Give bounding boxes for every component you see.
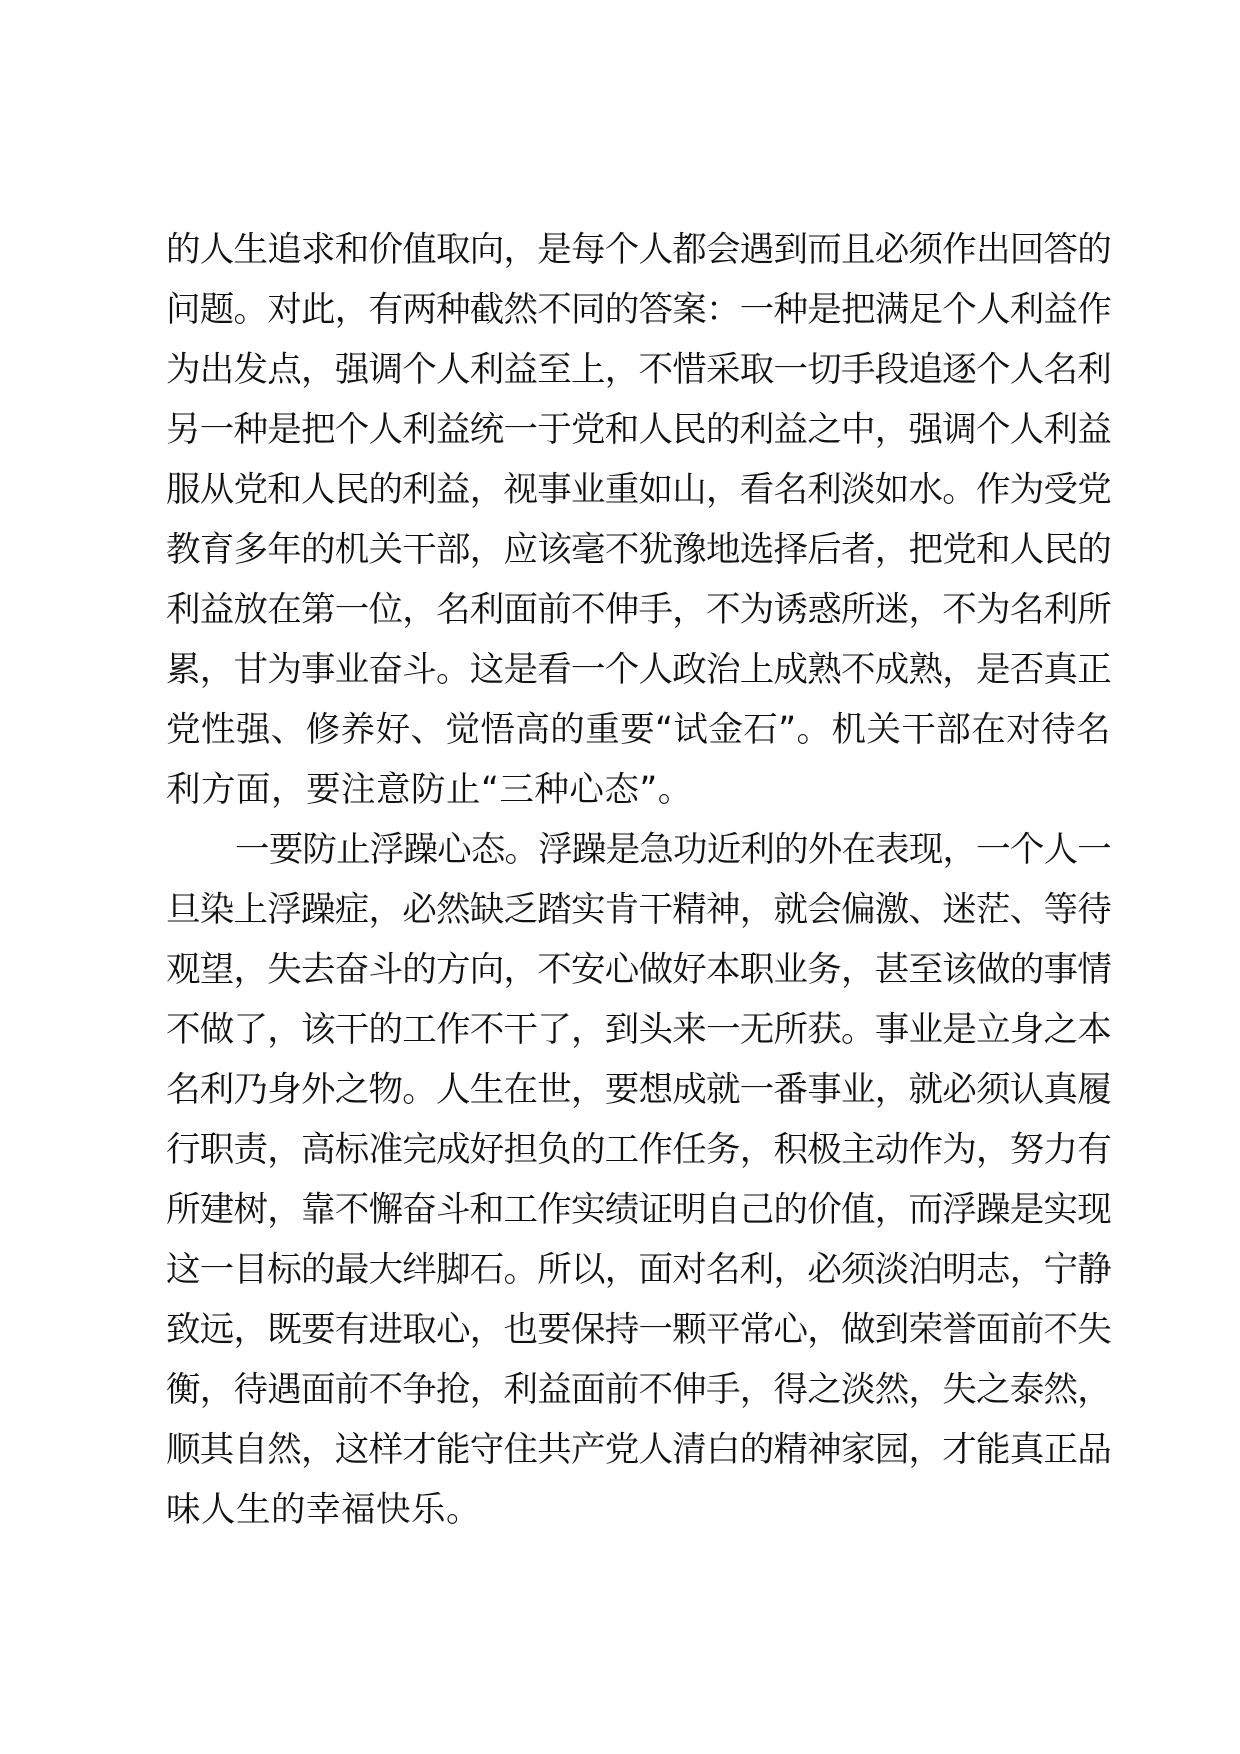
paragraph-2-line: 所建树，靠不懈奋斗和工作实绩证明自己的价值，而浮躁是实现 <box>166 1190 1111 1230</box>
paragraph-2-line: 致远，既要有进取心，也要保持一颗平常心，做到荣誉面前不失 <box>166 1310 1111 1350</box>
paragraph-1-line: 问题。对此，有两种截然不同的答案：一种是把满足个人利益作 <box>166 290 1111 330</box>
paragraph-1-line: 累，甘为事业奋斗。这是看一个人政治上成熟不成熟，是否真正 <box>166 650 1111 690</box>
paragraph-2-line: 观望，失去奋斗的方向，不安心做好本职业务，甚至该做的事情 <box>166 950 1111 990</box>
paragraph-1-line: 为出发点，强调个人利益至上，不惜采取一切手段追逐个人名利 <box>166 350 1111 390</box>
paragraph-1-line: 的人生追求和价值取向，是每个人都会遇到而且必须作出回答的 <box>166 230 1111 270</box>
paragraph-2-line: 名利乃身外之物。人生在世，要想成就一番事业，就必须认真履 <box>166 1070 1111 1110</box>
document-body <box>166 220 1111 1540</box>
paragraph-1-line: 另一种是把个人利益统一于党和人民的利益之中，强调个人利益 <box>166 410 1111 450</box>
paragraph-2-line: 行职责，高标准完成好担负的工作任务，积极主动作为，努力有 <box>166 1130 1111 1170</box>
paragraph-1-line: 服从党和人民的利益，视事业重如山，看名利淡如水。作为受党 <box>166 470 1111 510</box>
paragraph-2-line: 顺其自然，这样才能守住共产党人清白的精神家园，才能真正品 <box>166 1430 1111 1470</box>
paragraph-2-line: 衡，待遇面前不争抢，利益面前不伸手，得之淡然，失之泰然， <box>166 1370 1111 1410</box>
paragraph-1-line: 教育多年的机关干部，应该毫不犹豫地选择后者，把党和人民的 <box>166 530 1111 570</box>
paragraph-1-line: 利益放在第一位，名利面前不伸手，不为诱惑所迷，不为名利所 <box>166 590 1111 630</box>
paragraph-2-line: 旦染上浮躁症，必然缺乏踏实肯干精神，就会偏激、迷茫、等待 <box>166 890 1111 930</box>
paragraph-1-line: 党性强、修养好、觉悟高的重要“试金石”。机关干部在对待名 <box>166 710 1111 750</box>
paragraph-2-line: 味人生的幸福快乐。 <box>166 1490 481 1530</box>
paragraph-2-line: 这一目标的最大绊脚石。所以，面对名利，必须淡泊明志，宁静 <box>166 1250 1111 1290</box>
paragraph-2-line: 不做了，该干的工作不干了，到头来一无所获。事业是立身之本 <box>166 1010 1111 1050</box>
paragraph-1-line: 利方面，要注意防止“三种心态”。 <box>166 770 693 810</box>
paragraph-2-line: 一要防止浮躁心态。浮躁是急功近利的外在表现，一个人一 <box>235 830 1111 870</box>
